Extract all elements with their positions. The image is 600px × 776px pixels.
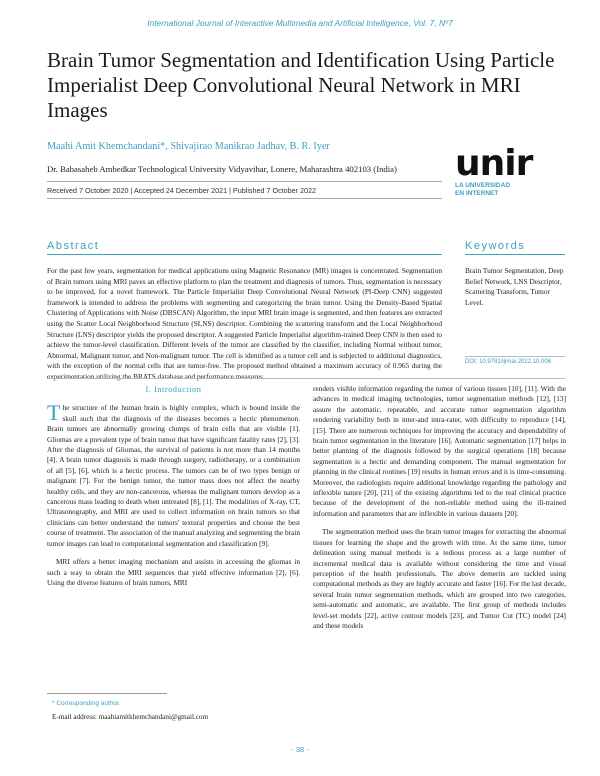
divider — [47, 181, 442, 182]
section-heading: I. Introduction — [145, 385, 202, 394]
paper-title: Brain Tumor Segmentation and Identification Using Particle Imperialist Deep Convolutional Neural Network in MRI Images — [47, 48, 555, 122]
paragraph: MRI offers a better imaging mechanism and assists in accessing the gliomas in such a way to obtain the MRI sequences that yield effective information [2], [6]. Using the diverse features of brain tumors, MRI — [47, 557, 300, 587]
corresponding-author-label: * Corresponding author. — [52, 700, 121, 707]
author-list: Maahi Amit Khemchandani*, Shivajirao Manikrao Jadhav, B. R. Iyer — [47, 141, 330, 152]
divider — [47, 254, 442, 255]
corresponding-email[interactable]: E-mail address: maahiamitkhemchandani@gmail.com — [52, 713, 209, 721]
divider — [47, 378, 565, 379]
unir-logo — [455, 143, 565, 206]
paragraph — [47, 400, 300, 549]
left-column — [47, 384, 300, 596]
page-number: - 38 - — [291, 745, 309, 754]
logo-mark: unir — [455, 143, 533, 184]
journal-header: International Journal of Interactive Multimedia and Artificial Intelligence, Vol. 7, Nº7 — [147, 18, 453, 28]
drop-cap: T — [47, 400, 61, 426]
doi-link[interactable]: DOI: 10.9781/ijimai.2022.10.006 — [465, 359, 552, 365]
divider — [465, 254, 565, 255]
abstract-text: For the past few years, segmentation for medical applications using Magnetic Resonance (MR) images is concentrated. Segmentation of Brain tumors using MRI paves an effective platform to plan the treatment and diagnosis of tumors. Thus, segmentation is necessary to be improved, for a novel framework. The Particle Imperialist Deep Convolutional Neural Network (PI-Deep CNN) suggested framework is intended to address the problems with segmenting and categorizing the brain tumor. Using the Density-Based Spatial Clustering of Applications with Noise (DBSCAN) Algorithm, the input MRI brain image is segmented, and then features are extracted using the Scatter Local Neighborhood Structure (SLNS) descriptor. Combining the scattering transform and the Local Neighborhood Structure (LNS) descriptor yields the proposed descriptor. A suggested Particle Imperialist algorithm-trained Deep CNN is then used to achieve the tumor-level classification. Different levels of the tumor are classified by the classifier, including Normal without tumor, Abnormal, Malignant tumor, and Non-malignant tumor. The cell is identified as a tumor cell and is subjected to additional diagnostics, with the exception of the normal cells that are tumor-free. The proposed method obtained a maximum accuracy of 0.965 during the experimentation utilizing the BRATS database and performance measures. — [47, 266, 442, 381]
paragraph: The segmentation method uses the brain tumor images for extracting the abnormal tissues for learning the shape and the growth with time. At the same time, tumor delineation using manual methods is a tedious process as a large number of incremental medical data is available without considering the time and visual perception of the health professionals. The above demerits are tackled using computational methods as they are highly accurate and faster [16]. For the last decade, several brain tumor segmentation methods, which are grouped into two categories, semi-automatic and automatic, are available. The first group of methods includes level-set models [22], active contour models [23], and Tumor Cut (TC) model [24] and these models — [313, 527, 566, 630]
keywords-heading: Keywords — [465, 240, 526, 252]
publication-dates: Received 7 October 2020 | Accepted 24 December 2021 | Published 7 October 2022 — [47, 186, 317, 195]
right-column — [313, 384, 566, 639]
keywords-text: Brain Tumor Segmentation, Deep Belief Network, LNS Descriptor, Scattering Transform, Tumor Level. — [465, 266, 564, 307]
divider — [47, 198, 442, 199]
logo-line-2: EN INTERNET — [455, 190, 499, 197]
divider — [465, 356, 565, 357]
abstract-heading: Abstract — [47, 240, 100, 252]
paragraph-text: he structure of the human brain is highly complex, which is bound inside the skull such that the diagnosis of the diseases becomes a hectic phenomenon. Brain tumors are abnormally growing clumps of brain cells that are visible [1]. Gliomas are a prevalent type of brain tumor that have significant fatality rates [2], [3]. After the diagnosis of Gliomas, the survival of patients is not more than 14 months [4]. A brain tumor diagnosis is made through surgery, radiotherapy, or a combination of all [5], [6], which is a hectic process. The tumors can be of two types benign or malignant [7]. For the benign tumor, the tumor mass does not affect the nearby healthy cells, and they are non-cancerous, whereas the malignant tumors develop as a cancerous mass leading to death when untreated [8], [1]. The modalities of X-ray, CT, Ultrasonography, and MRI are used to collect information on brain tumors so that clinicians can better understand the tumors' textural properties and choose the best course of treatment. The association of the manual analyzing and segmenting the brain tumor images can lead to computational segmentation and classification [9]. — [47, 403, 300, 548]
paragraph: renders visible information regarding the tumor of various tissues [10], [11]. With the advances in medical imaging technologies, tumor segmentation methods [12], [13] assure the automatic, repeatable, and accurate tumor segmentation algorithm rendering variability both in inter-and intra-rater, with difficulty to reproduce [14], [15]. There are numerous techniques for improving the accuracy and dependability of brain tumor segmentation in the literature [16]. Automatic segmentation [17] helps in better planning of the diagnosis followed by the surgical operations [18] because segmentation is a hectic and demanding component. The manual segmentation for planning in the clinical routines [19] results in human errors and it is time-consuming. Moreover, the radiologists require additional knowledge regarding the pathology and inflexible nature [20], [21] of the existing algorithms led to the real clinical practice because of the development of the non-reliable method using the ill-trained information and parameters that are inflexible in various datasets [20]. — [313, 384, 566, 518]
logo-line-1: LA UNIVERSIDAD — [455, 182, 511, 189]
affiliation: Dr. Babasaheb Ambedkar Technological University Vidyavihar, Lonere, Maharashtra 402103 (India) — [47, 164, 397, 174]
divider — [47, 693, 167, 694]
